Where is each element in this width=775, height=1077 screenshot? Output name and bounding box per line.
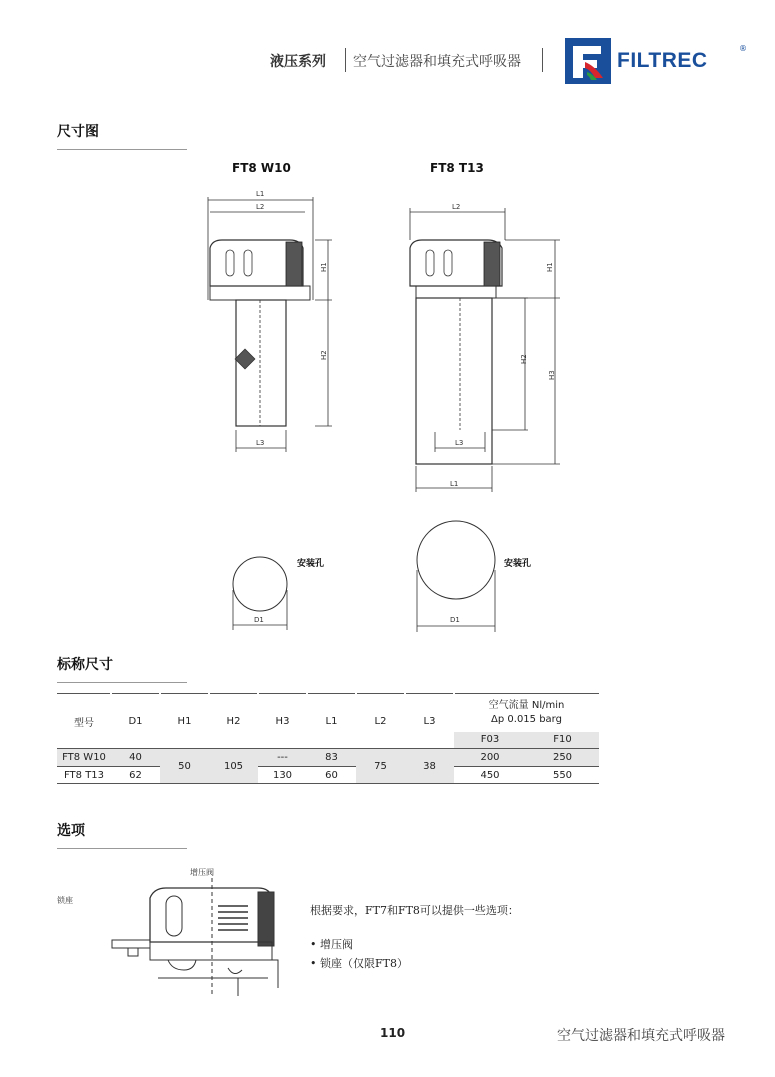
option-item: • 锁座（仅限FT8） bbox=[310, 957, 408, 970]
dim-label-H1: H1 bbox=[546, 262, 554, 272]
col-header-h1: H1 bbox=[160, 694, 209, 749]
header-divider bbox=[542, 48, 543, 72]
cell-f03: 200 bbox=[454, 749, 526, 767]
dim-label-L2: L2 bbox=[256, 203, 265, 211]
table-top-ticks bbox=[57, 690, 599, 696]
footer-title: 空气过滤器和填充式呼吸器 bbox=[557, 1028, 725, 1044]
cell-l2: 75 bbox=[356, 749, 405, 784]
nominal-dimensions-table bbox=[57, 693, 599, 784]
option-label-lock: 锁座 bbox=[57, 896, 73, 905]
col-header-f10: F10 bbox=[553, 734, 572, 746]
dim-label-H2: H2 bbox=[320, 350, 328, 360]
cell-h3: 130 bbox=[272, 769, 293, 781]
dim-label-H1: H1 bbox=[320, 262, 328, 272]
table-row bbox=[57, 749, 599, 767]
dim-label-L1: L1 bbox=[450, 480, 459, 488]
dim-label-L2: L2 bbox=[452, 203, 461, 211]
option-item-text: 增压阀 bbox=[320, 938, 353, 951]
cell-f10: 250 bbox=[526, 749, 599, 767]
option-item: • 增压阀 bbox=[310, 938, 353, 951]
header-divider bbox=[345, 48, 346, 72]
table-header-row bbox=[57, 694, 599, 732]
col-header-model: 型号 bbox=[57, 694, 111, 749]
brand-name: FILTREC bbox=[617, 49, 708, 72]
cell-model: FT8 W10 bbox=[57, 749, 111, 767]
col-header-l1: L1 bbox=[307, 694, 356, 749]
mount-hole-label-right: 安装孔 bbox=[504, 559, 532, 569]
cell-f03: 450 bbox=[480, 769, 500, 781]
section-title-dimensions: 尺寸图 bbox=[57, 124, 99, 140]
col-header-l3: L3 bbox=[405, 694, 454, 749]
airflow-header-line1: 空气流量 Nl/min bbox=[488, 699, 565, 711]
col-header-f03: F03 bbox=[480, 734, 500, 746]
option-item-text: 锁座（仅限FT8） bbox=[320, 957, 408, 970]
section-underline bbox=[57, 149, 187, 150]
cell-l1: 83 bbox=[307, 749, 356, 767]
cell-h2: 105 bbox=[209, 749, 258, 784]
dim-label-D1: D1 bbox=[450, 616, 460, 624]
header-series: 液压系列 bbox=[270, 54, 326, 70]
col-header-l2: L2 bbox=[356, 694, 405, 749]
section-title-nominal: 标称尺寸 bbox=[57, 657, 113, 673]
cell-d1: 62 bbox=[129, 769, 142, 781]
dim-label-L3: L3 bbox=[455, 439, 464, 447]
col-header-h2: H2 bbox=[209, 694, 258, 749]
section-underline bbox=[57, 848, 187, 849]
col-header-airflow bbox=[454, 694, 599, 732]
header-subtitle: 空气过滤器和填充式呼吸器 bbox=[353, 54, 521, 70]
cell-h3: --- bbox=[258, 749, 307, 767]
dim-label-L1: L1 bbox=[256, 190, 265, 198]
cell-d1: 40 bbox=[111, 749, 160, 767]
options-description: 根据要求，FT7和FT8可以提供一些选项： bbox=[310, 904, 519, 917]
dim-label-H3: H3 bbox=[548, 370, 556, 380]
dim-label-L3: L3 bbox=[256, 439, 265, 447]
option-label-valve: 增压阀 bbox=[190, 868, 214, 877]
dim-label-D1: D1 bbox=[254, 616, 264, 624]
drawing-title-right: FT8 T13 bbox=[430, 161, 484, 175]
section-underline bbox=[57, 682, 187, 683]
cell-model: FT8 T13 bbox=[63, 769, 105, 781]
cell-f10: 550 bbox=[552, 769, 573, 781]
page-number: 110 bbox=[380, 1026, 406, 1040]
col-header-d1: D1 bbox=[111, 694, 160, 749]
cell-l3: 38 bbox=[405, 749, 454, 784]
cell-h1: 50 bbox=[160, 749, 209, 784]
registered-mark: ® bbox=[739, 44, 747, 53]
col-header-h3: H3 bbox=[258, 694, 307, 749]
table-row bbox=[57, 767, 599, 784]
section-title-options: 选项 bbox=[57, 823, 85, 839]
dim-label-H2: H2 bbox=[520, 354, 528, 364]
drawing-title-left: FT8 W10 bbox=[232, 161, 291, 175]
mount-hole-label-left: 安装孔 bbox=[297, 559, 325, 569]
airflow-header-line2: Δp 0.015 barg bbox=[491, 713, 562, 725]
options-drawing bbox=[108, 878, 288, 998]
dimension-drawings bbox=[0, 180, 775, 640]
filtrec-logo bbox=[565, 38, 745, 86]
logo-mark-icon bbox=[565, 38, 611, 84]
cell-l1: 60 bbox=[325, 769, 338, 781]
